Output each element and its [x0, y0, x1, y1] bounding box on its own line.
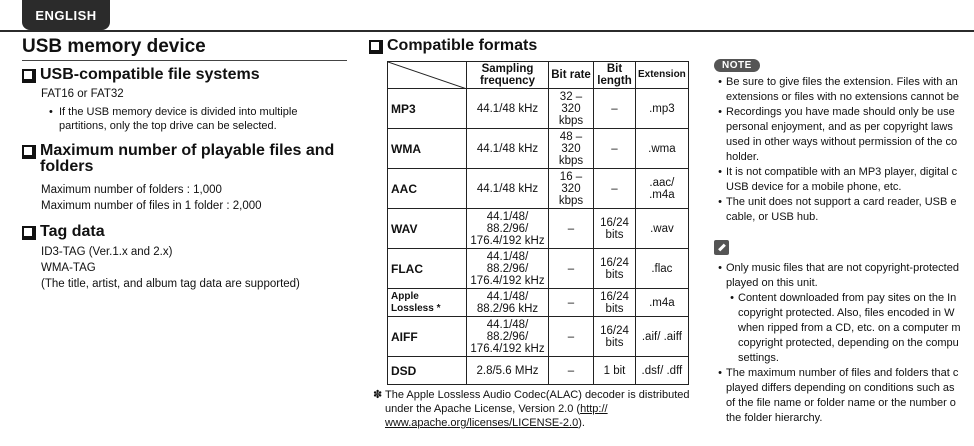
note-line — [714, 367, 974, 380]
column-header: Bit rate — [549, 62, 594, 89]
sampling-frequency: 44.1/48 kHz — [467, 129, 549, 169]
note-badge: NOTE — [714, 59, 760, 72]
bit-rate: – — [549, 317, 594, 357]
bit-rate: 16 – 320 kbps — [549, 169, 594, 209]
note-text: Only music files that are not copyright-protected — [726, 262, 959, 274]
section-heading: Compatible formats — [387, 37, 538, 54]
note-line — [714, 277, 974, 290]
note-line — [714, 382, 974, 395]
bit-length: 1 bit — [594, 357, 636, 385]
note-text: extensions or files with no extensions cannot be — [726, 91, 959, 103]
table-row — [388, 289, 689, 317]
note-list — [714, 76, 974, 224]
note-text: of the file name or folder name or the number o — [726, 397, 956, 409]
section-square-icon — [22, 226, 34, 238]
extension: .m4a — [636, 289, 689, 317]
extension: .wma — [636, 129, 689, 169]
format-name: Apple Lossless * — [388, 289, 467, 317]
bullet-dot-icon — [714, 397, 726, 410]
section-square-icon — [22, 145, 34, 157]
note-text: holder. — [726, 151, 760, 163]
extension: .aif/ .aiff — [636, 317, 689, 357]
table-row — [388, 249, 689, 289]
bullet-dot-icon: • — [718, 106, 722, 118]
bullet-dot-icon: • — [718, 262, 722, 274]
bullet-dot-icon — [726, 352, 738, 365]
extension: .dsf/ .dff — [636, 357, 689, 385]
bullet-dot-icon: • — [718, 196, 722, 208]
note-line — [714, 121, 974, 134]
extension: .mp3 — [636, 89, 689, 129]
usb-memory-column — [22, 36, 347, 292]
pencil-icon — [714, 240, 729, 255]
section-heading: USB-compatible file systems — [40, 66, 260, 83]
bullet-dot-icon — [726, 322, 738, 335]
note-line — [714, 196, 974, 209]
bit-length: 16/24 bits — [594, 317, 636, 357]
section-heading: Tag data — [40, 223, 105, 240]
diagonal-line-icon — [388, 62, 467, 89]
diagonal-header-cell — [388, 62, 467, 89]
note-text: played on this unit. — [726, 277, 818, 289]
extension: .wav — [636, 209, 689, 249]
bit-rate: 32 – 320 kbps — [549, 89, 594, 129]
bullet-dot-icon — [714, 181, 726, 194]
sampling-frequency: 44.1/48/ 88.2/96 kHz — [467, 289, 549, 317]
section-compatible-formats — [369, 38, 699, 54]
format-name: WMA — [388, 129, 467, 169]
bullet-dot-icon: • — [49, 106, 53, 118]
bullet-dot-icon — [714, 151, 726, 164]
note-line — [714, 262, 974, 275]
bit-length: 16/24 bits — [594, 249, 636, 289]
extension: .flac — [636, 249, 689, 289]
note-text: the folder hierarchy. — [726, 412, 823, 424]
bullet-dot-icon: • — [718, 166, 722, 178]
table-row — [388, 89, 689, 129]
sampling-frequency: 2.8/5.6 MHz — [467, 357, 549, 385]
note-line — [714, 397, 974, 410]
note-text: The unit does not support a card reader, USB e — [726, 196, 957, 208]
bullet-dot-icon: • — [730, 292, 734, 304]
note-text: copyright protected. Also, files encoded in W — [738, 307, 955, 319]
note-text: USB device for a mobile phone, etc. — [726, 181, 902, 193]
footnote-text: The Apple Lossless Audio Codec(ALAC) decoder is distributed under the Apache License, Version 2.0 (http:// www.apache.org/licenses/LICENSE-2.0). — [385, 389, 690, 429]
title-rule — [22, 60, 347, 61]
format-name: DSD — [388, 357, 467, 385]
page-title: USB memory device — [22, 36, 206, 57]
format-name: WAV — [388, 209, 467, 249]
bullet-dot-icon — [714, 91, 726, 104]
column-header: Sampling frequency — [467, 62, 549, 89]
section-max-files — [22, 143, 347, 175]
body-line: (The title, artist, and album tag data are supported) — [41, 278, 300, 290]
note-text: It is not compatible with an MP3 player, digital c — [726, 166, 958, 178]
column-header: Bit length — [594, 62, 636, 89]
section-square-icon — [369, 40, 381, 52]
note-line — [714, 151, 974, 164]
note-line — [726, 307, 974, 320]
bit-rate: – — [549, 209, 594, 249]
bullet-dot-icon: • — [718, 367, 722, 379]
body-line: FAT16 or FAT32 — [41, 88, 124, 100]
alac-footnote — [373, 388, 699, 430]
formats-table — [387, 61, 689, 385]
note-line — [714, 412, 974, 425]
body-line: Maximum number of files in 1 folder : 2,000 — [41, 200, 262, 212]
column-header: Extension — [636, 62, 689, 89]
table-row — [388, 169, 689, 209]
bit-length: – — [594, 169, 636, 209]
note-text: used in other ways without permission of the co — [726, 136, 958, 148]
note-line — [714, 76, 974, 89]
bit-length: 16/24 bits — [594, 289, 636, 317]
sampling-frequency: 44.1/48/ 88.2/96/ 176.4/192 kHz — [467, 249, 549, 289]
format-name: MP3 — [388, 89, 467, 129]
format-name: FLAC — [388, 249, 467, 289]
bullet-item — [49, 105, 347, 133]
bullet-text: If the USB memory device is divided into multiple partitions, only the top drive can be selected. — [59, 106, 298, 132]
note-text: copyright protected, depending on the compu — [738, 337, 959, 349]
note-line — [714, 91, 974, 104]
format-name: AAC — [388, 169, 467, 209]
note-line — [726, 322, 974, 335]
bit-rate: – — [549, 249, 594, 289]
notes-column — [714, 55, 974, 425]
bit-rate: – — [549, 289, 594, 317]
section-tag-data — [22, 224, 347, 240]
format-name: AIFF — [388, 317, 467, 357]
bullet-dot-icon — [714, 382, 726, 395]
formats-column — [369, 38, 699, 430]
note-text: settings. — [738, 352, 779, 364]
apache-license-link[interactable]: http:// www.apache.org/licenses/LICENSE-2.0 — [385, 403, 608, 429]
section-file-systems — [22, 67, 347, 83]
note-text: Recordings you have made should only be use — [726, 106, 955, 118]
bullet-dot-icon — [714, 136, 726, 149]
sampling-frequency: 44.1/48/ 88.2/96/ 176.4/192 kHz — [467, 209, 549, 249]
bullet-dot-icon — [714, 211, 726, 224]
bit-length: – — [594, 89, 636, 129]
note-line — [726, 337, 974, 350]
sampling-frequency: 44.1/48 kHz — [467, 169, 549, 209]
bullet-dot-icon — [726, 307, 738, 320]
sampling-frequency: 44.1/48/ 88.2/96/ 176.4/192 kHz — [467, 317, 549, 357]
language-tab: ENGLISH — [22, 0, 110, 30]
table-row — [388, 209, 689, 249]
note-line — [714, 211, 974, 224]
bit-rate: 48 – 320 kbps — [549, 129, 594, 169]
bullet-dot-icon: • — [718, 76, 722, 88]
section-heading: Maximum number of playable files and folders — [40, 142, 335, 175]
bit-length: 16/24 bits — [594, 209, 636, 249]
table-row — [388, 317, 689, 357]
body-line: ID3-TAG (Ver.1.x and 2.x) — [41, 246, 173, 258]
bullet-dot-icon — [714, 412, 726, 425]
note-text: when ripped from a CD, etc. on a computer m — [738, 322, 961, 334]
note-text: personal enjoyment, and as per copyright laws — [726, 121, 953, 133]
note-text: Content downloaded from pay sites on the In — [738, 292, 957, 304]
bullet-dot-icon — [714, 121, 726, 134]
body-line: Maximum number of folders : 1,000 — [41, 184, 222, 196]
note-text: Be sure to give files the extension. Files with an — [726, 76, 958, 88]
sampling-frequency: 44.1/48 kHz — [467, 89, 549, 129]
bit-length: – — [594, 129, 636, 169]
note-line — [714, 166, 974, 179]
table-row — [388, 129, 689, 169]
note-list-2 — [714, 262, 974, 425]
table-row — [388, 357, 689, 385]
section-square-icon — [22, 69, 34, 81]
note-text: cable, or USB hub. — [726, 211, 819, 223]
note-line — [714, 181, 974, 194]
body-line: WMA-TAG — [41, 262, 96, 274]
note-line — [714, 136, 974, 149]
bullet-dot-icon — [726, 337, 738, 350]
footnote-asterisk-icon: ✽ — [373, 389, 383, 401]
note-text: The maximum number of files and folders that c — [726, 367, 959, 379]
note-line — [726, 352, 974, 365]
note-text: played differs depending on conditions such as — [726, 382, 955, 394]
bullet-dot-icon — [714, 277, 726, 290]
table-header-row — [388, 62, 689, 89]
extension: .aac/ .m4a — [636, 169, 689, 209]
note-line — [726, 292, 974, 305]
header-rule — [0, 30, 974, 32]
bit-rate: – — [549, 357, 594, 385]
note-line — [714, 106, 974, 119]
